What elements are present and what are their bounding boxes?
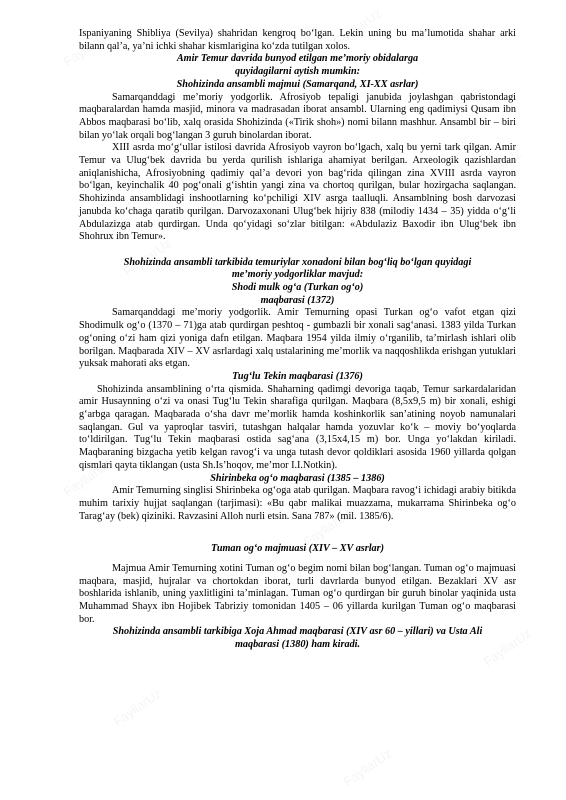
section-heading: Shohizinda ansambli tarkibida temuriylar xonadoni bilan bog‘liq bo‘lgan quyidagi [123,256,472,268]
body-paragraph: Samarqanddagi me’moriy yodgorlik. Afrosiyob tepaligi janubida joylashgan qabristondagi maqbaralardan hamda masjid, minora va madrasadan iborat ansambl. Ularning eng qadimiysi Qusam ibn Abbos maqbarasi bo‘lib, xalq orasida Shohizinda («Tirik shoh») nomi bilann mashhur. Ansambl bir – biri bilan yo‘lak orqali bog‘langan 3 guruh binolardan iborat. [79,91,516,141]
spacer [79,244,516,257]
section-heading: Tug‘lu Tekin maqbarasi (1376) [232,370,363,382]
section-heading: maqbarasi (1380) ham kiradi. [234,639,361,651]
body-paragraph: Amir Temurning singlisi Shirinbeka og‘oga atab qurilgan. Maqbara ravog‘i ichidagi arabiy bitikda muhim tarixiy hujjat saqlangan (tarjimasi): «Bu qabr malikai muazzama, mukarrama Shirinbeka og‘o Tarag‘ay (bek) qiziniki. Ravzasini Alloh nurli etsin. Sana 787» (mil. 1385/6). [79,485,516,522]
section-heading: me’moriy yodgorliklar mavjud: [231,269,364,281]
section-heading: Shohizinda ansambli tarkibiga Xoja Ahmad maqbarasi (XIV asr 60 – yillari) va Usta Ali [112,626,483,638]
section-heading: maqbarasi (1372) [260,294,335,306]
section-heading: Amir Temur davrida bunyod etilgan me’moriy obidalarga [176,53,419,65]
spacer [79,536,516,543]
spacer [79,556,516,563]
section-heading: quyidagilarni aytish mumkin: [234,66,361,78]
body-paragraph: XIII asrda mo‘g‘ullar istilosi davrida Afrosiyob vayron bo‘lgach, xalq bu yerni tark qilgan. Amir Temur va Ulug‘bek davrida bu yerda qurilish ishlariga ahamiyat berilgan. Arxeologik qazishlardan aniqlanishicha, Afrosiyobning qadimiy qal’a devori yon bag‘rida qilingan zina XVIII asrda vayron bo‘lgan, keyinchalik 40 pog‘onali g‘ishtin yangi zina va chortoq qurilgan, bular hozirgacha saqlangan. Shohizinda ansamblidagi inshootlarning ko‘pchiligi XIV asrga taalluqli. Ansamblning bosh darvozasi janubda ko‘chaga qaratib qurilgan. Darvozaxonani Ulug‘bek hijriy 838 (milodiy 1434 – 35) yidda o‘g‘li Abdulazizga atab qurdirgan. Unda qo‘yidagi so‘zlar bitilgan: «Abdulaziz Baxodir ibn Ulug‘bek ibn Shohrux ibn Temur». [79,142,516,243]
body-paragraph: Ispaniyaning Shibliya (Sevilya) shahridan kengroq bo‘lgan. Lekin uning bu ma’lumotida shahar arki bilann qal’a, ya’ni ichki shahar kismlarigina ko‘zda tutilgan xolos. [79,28,516,52]
section-heading: Tuman og‘o majmuasi (XIV – XV asrlar) [210,543,385,555]
section-heading: Shohizinda ansambli majmui (Samarqand, XI-XX asrlar) [176,78,419,90]
body-paragraph: Shohizinda ansamblining o‘rta qismida. Shaharning qadimgi devoriga taqab, Temur sarkardalaridan amir Husaynning o‘zi va onasi Tug‘lu Tekin sharafiga qurilgan. Maqbara (8,5x9,5 m) bir xonali, eshigi g‘arbga qaragan. Maqbarada o‘sha davr me’morlik hamda koshinkorlik san’atining noyob namunalari saqlangan. Gul va yaproqlar tasviri, tutashgan halqalar hamda yozuvlar ko‘k – moviy bo‘yoqlarda to‘ldirilgan. Tug‘lu Tekin maqbarasi ostida sag‘ana (3,15x4,15 m) bor. Unga yo‘lakdan kiriladi. Maqbaraning bizgacha yetib kelgan ravog‘i va unga tutash devor qoldiklari asosida 1960 yillarda qolgan qismlari qayta tiklangan (usta Sh.Is’hoqov, me’mor I.I.Notkin). [79,383,516,471]
section-heading: Shirinbeka og‘o maqbarasi (1385 – 1386) [210,472,385,484]
section-heading: Shodi mulk og‘a (Turkan og‘o) [231,282,364,294]
body-paragraph: Samarqanddagi me’moriy yodgorlik. Amir Temurning opasi Turkan og‘o vafot etgan qizi Shodimulk og‘o (1370 – 71)ga atab qurdirgan peshtoq - gumbazli bir xonali sag‘anasi. 1383 yilda Turkan og‘oning o‘zi ham qizi yoniga dafn etilgan. Maqbara 1954 yilda ilmiy o‘rganilib, ta’mirlash ishlari olib borilgan. Maqbarada XIV – XV asrlardagi xalq ustalarining me’morlik va naqqoshlikda erishgan yutuklari yuksak mahorati aks etgan. [79,307,516,370]
spacer [79,523,516,536]
body-paragraph: Majmua Amir Temurning xotini Tuman og‘o begim nomi bilan bog‘langan. Tuman og‘o majmuasi maqbara, masjid, hujralar va chortokdan iborat, turli davrlarda bunyod etilgan. Bezaklari XV asr boshlarida ishlanib, uning yaxlitligini ta’minlagan. Tuman og‘o qurdirgan bir guruh binolar yaqinida usta Muhammad Shayx ibn Hojibek Tabriziy tomonidan 1405 – 06 yillarda kurilgan Tuman og‘o maqbarasi bor. [79,562,516,625]
